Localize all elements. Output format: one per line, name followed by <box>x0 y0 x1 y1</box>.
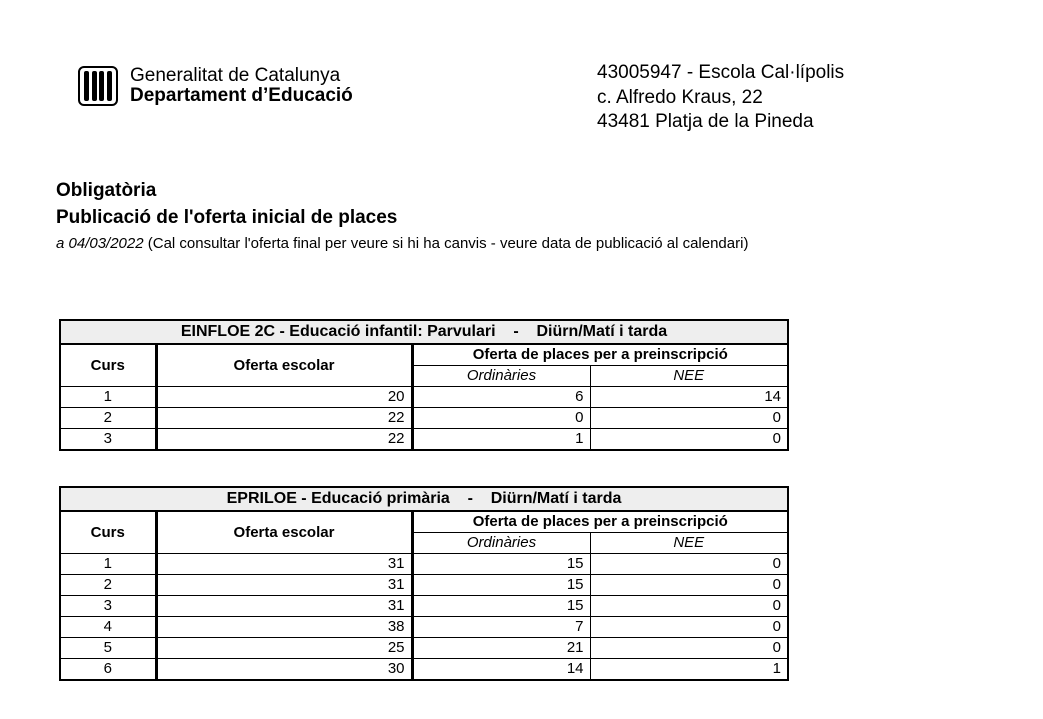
table-row <box>60 387 788 408</box>
cell-oferta-escolar: 22 <box>156 429 412 451</box>
cell-curs: 1 <box>60 554 156 575</box>
table-row <box>60 429 788 451</box>
logo <box>78 66 353 106</box>
cell-ordinaries: 21 <box>412 638 590 659</box>
cell-ordinaries: 1 <box>412 429 590 451</box>
cell-curs: 4 <box>60 617 156 638</box>
places-table <box>59 486 789 681</box>
header-nee: NEE <box>590 533 788 554</box>
generalitat-seal-icon <box>78 66 118 106</box>
street: c. Alfredo Kraus, 22 <box>597 86 763 108</box>
places-table <box>59 319 789 451</box>
header-oferta-escolar: Oferta escolar <box>156 511 412 554</box>
header-preinscripcio: Oferta de places per a preinscripció <box>412 511 788 533</box>
cell-oferta-escolar: 25 <box>156 638 412 659</box>
cell-ordinaries: 15 <box>412 554 590 575</box>
school-address <box>597 61 844 135</box>
cell-curs: 2 <box>60 575 156 596</box>
header-curs: Curs <box>60 344 156 387</box>
cell-curs: 5 <box>60 638 156 659</box>
cell-oferta-escolar: 38 <box>156 617 412 638</box>
table-row <box>60 659 788 681</box>
cell-ordinaries: 14 <box>412 659 590 681</box>
header-nee: NEE <box>590 366 788 387</box>
cell-oferta-escolar: 31 <box>156 596 412 617</box>
logo-line1: Generalitat de Catalunya <box>130 65 341 86</box>
header-ordinaries: Ordinàries <box>412 366 590 387</box>
city: 43481 Platja de la Pineda <box>597 111 814 132</box>
cell-nee: 0 <box>590 638 788 659</box>
cell-nee: 0 <box>590 429 788 451</box>
cell-nee: 0 <box>590 596 788 617</box>
cell-curs: 3 <box>60 596 156 617</box>
logo-line2: Departament d’Educació <box>130 85 353 106</box>
header-preinscripcio: Oferta de places per a preinscripció <box>412 344 788 366</box>
cell-ordinaries: 15 <box>412 575 590 596</box>
cell-oferta-escolar: 22 <box>156 408 412 429</box>
cell-curs: 3 <box>60 429 156 451</box>
heading <box>56 177 748 252</box>
table-row <box>60 554 788 575</box>
table-row <box>60 638 788 659</box>
title-obligatoria: Obligatòria <box>56 180 157 201</box>
publication-date: a 04/03/2022 <box>56 235 144 252</box>
cell-oferta-escolar: 31 <box>156 575 412 596</box>
cell-oferta-escolar: 30 <box>156 659 412 681</box>
table-row <box>60 575 788 596</box>
title-publicacio: Publicació de l'oferta inicial de places <box>56 207 398 228</box>
cell-curs: 1 <box>60 387 156 408</box>
cell-nee: 1 <box>590 659 788 681</box>
header-oferta-escolar: Oferta escolar <box>156 344 412 387</box>
table-row <box>60 408 788 429</box>
cell-oferta-escolar: 20 <box>156 387 412 408</box>
cell-curs: 6 <box>60 659 156 681</box>
cell-ordinaries: 0 <box>412 408 590 429</box>
subtitle <box>56 235 748 252</box>
table-row <box>60 617 788 638</box>
cell-nee: 0 <box>590 575 788 596</box>
cell-oferta-escolar: 31 <box>156 554 412 575</box>
cell-nee: 0 <box>590 554 788 575</box>
cell-nee: 0 <box>590 408 788 429</box>
header-curs: Curs <box>60 511 156 554</box>
school-name: 43005947 - Escola Cal·lípolis <box>597 62 845 83</box>
cell-ordinaries: 7 <box>412 617 590 638</box>
table-title: EPRILOE - Educació primària - Diürn/Matí i tarda <box>60 487 788 511</box>
cell-nee: 0 <box>590 617 788 638</box>
note: (Cal consultar l'oferta final per veure si hi ha canvis - veure data de publicació al calendari) <box>143 235 749 252</box>
cell-curs: 2 <box>60 408 156 429</box>
cell-ordinaries: 6 <box>412 387 590 408</box>
table-row <box>60 596 788 617</box>
cell-ordinaries: 15 <box>412 596 590 617</box>
cell-nee: 14 <box>590 387 788 408</box>
table-title: EINFLOE 2C - Educació infantil: Parvulari - Diürn/Matí i tarda <box>60 320 788 344</box>
header-ordinaries: Ordinàries <box>412 533 590 554</box>
